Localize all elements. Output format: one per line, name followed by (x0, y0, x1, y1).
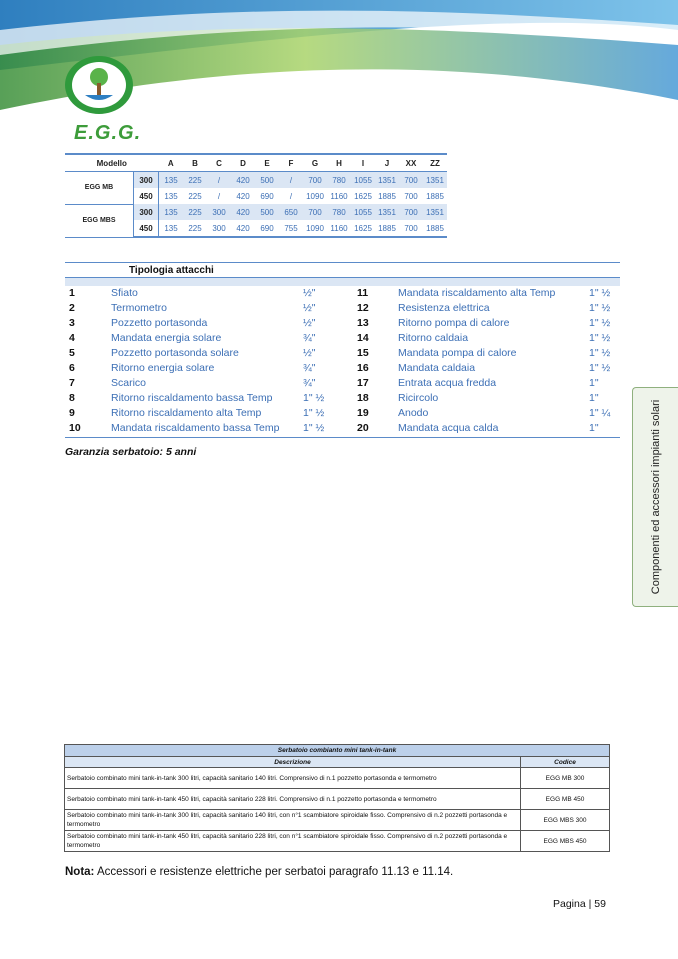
connection-name: Mandata pompa di calore (398, 347, 517, 359)
value-cell: 780 (327, 172, 351, 189)
value-cell: 1090 (306, 191, 324, 201)
connections-header (65, 262, 620, 277)
value-cell: 1351 (375, 204, 399, 220)
value-cell: 135 (159, 220, 184, 237)
connection-size: ½" (303, 287, 316, 299)
value-cell: 500 (255, 172, 279, 189)
header-cell: XX (399, 154, 423, 172)
connection-size: 1" ½ (303, 407, 325, 419)
connection-row (65, 302, 620, 317)
value-cell: 225 (183, 172, 207, 189)
connection-name: Ritorno energia solare (111, 362, 215, 374)
model-cell: EGG MBS (65, 204, 134, 237)
value-cell: 1160 (327, 220, 351, 237)
value-cell: 700 (399, 172, 423, 189)
header-cell: I (351, 154, 375, 172)
value-cell: 500 (255, 204, 279, 220)
note-label: Nota: (65, 866, 95, 878)
connection-size: 1" ¼ (589, 407, 611, 419)
table-row (65, 810, 610, 831)
connections-divider (65, 437, 620, 438)
header-cell: E (255, 154, 279, 172)
connection-size: 1" ½ (589, 332, 611, 344)
value-cell: 135 (159, 172, 184, 189)
table-header-row (65, 154, 447, 172)
value-cell: / (217, 191, 221, 201)
connection-row (65, 317, 620, 332)
col-header-code: Codice (521, 757, 610, 768)
value-cell: 700 (303, 204, 327, 220)
value-cell: 1625 (351, 220, 375, 237)
connections-title: Tipologia attacchi (129, 265, 214, 276)
header-cell: C (207, 154, 231, 172)
value-cell: / (279, 172, 303, 189)
side-tab-label: Componenti ed accessori impianti solari (650, 399, 662, 595)
product-description: Serbatoio combinato mini tank-in-tank 300 litri, capacità sanitario 140 litri, con n°1 scambiatore spiroidale fisso. Comprensivo di n.2 pozzetti portasonda e termometro (65, 810, 521, 831)
connections-list (65, 287, 620, 437)
note-text: Accessori e resistenze elettriche per serbatoi paragrafo 11.13 e 11.14. (94, 866, 454, 878)
connection-row (65, 377, 620, 392)
connections-header-band (65, 277, 620, 286)
connection-number: 17 (357, 377, 369, 389)
product-table (64, 744, 610, 852)
value-cell: 690 (255, 220, 279, 237)
connection-number: 12 (357, 302, 369, 314)
value-cell: 420 (231, 220, 255, 237)
connection-name: Mandata riscaldamento alta Temp (398, 287, 556, 299)
connection-number: 10 (69, 422, 81, 434)
section-side-tab (632, 387, 678, 607)
value-cell: 700 (399, 220, 423, 237)
connection-size: ¾" (303, 332, 316, 344)
connection-name: Ritorno riscaldamento bassa Temp (111, 392, 273, 404)
value-cell: 300 (207, 220, 231, 237)
header-cell: A (159, 154, 184, 172)
connection-size: 1" ½ (589, 317, 611, 329)
product-code: EGG MB 450 (521, 789, 610, 810)
header-cell: G (303, 154, 327, 172)
connection-size: ¾" (303, 377, 316, 389)
connection-number: 16 (357, 362, 369, 374)
connection-number: 20 (357, 422, 369, 434)
header-cell: ZZ (423, 154, 447, 172)
value-cell: 1055 (351, 172, 375, 189)
connection-number: 7 (69, 377, 75, 389)
value-cell: 1885 (375, 220, 399, 237)
product-description: Serbatoio combinato mini tank-in-tank 450 litri, capacità sanitario 228 litri. Comprensivo di n.1 pozzetto portasonda e termometro (65, 789, 521, 810)
connection-name: Mandata caldaia (398, 362, 476, 374)
value-cell: 1351 (375, 172, 399, 189)
value-cell: 1055 (351, 204, 375, 220)
connection-number: 18 (357, 392, 369, 404)
value-cell: 1351 (423, 172, 447, 189)
value-cell: 650 (279, 204, 303, 220)
connection-name: Entrata acqua fredda (398, 377, 497, 389)
connection-number: 2 (69, 302, 75, 314)
connection-size: ½" (303, 347, 316, 359)
size-cell: 450 (134, 188, 159, 204)
connection-size: 1" (589, 422, 599, 434)
col-header-description: Descrizione (65, 757, 521, 768)
connection-name: Ricircolo (398, 392, 439, 404)
size-cell: 300 (134, 204, 159, 220)
note (65, 866, 453, 878)
product-table-caption: Serbatoio combianto mini tank-in-tank (65, 745, 610, 757)
connection-number: 15 (357, 347, 369, 359)
connection-number: 1 (69, 287, 75, 299)
connection-row (65, 422, 620, 437)
connection-row (65, 407, 620, 422)
connection-number: 6 (69, 362, 75, 374)
value-cell: 700 (303, 172, 327, 189)
connection-name: Pozzetto portasonda solare (111, 347, 239, 359)
header-modello: Modello (65, 154, 159, 172)
table-row (65, 789, 610, 810)
connection-name: Resistenza elettrica (398, 302, 490, 314)
value-cell: 1090 (303, 220, 327, 237)
connection-number: 8 (69, 392, 75, 404)
table-row (65, 831, 610, 852)
warranty-text: Garanzia serbatoio: 5 anni (65, 446, 197, 458)
product-code: EGG MBS 300 (521, 810, 610, 831)
value-cell: 1885 (378, 191, 396, 201)
connection-name: Ritorno caldaia (398, 332, 469, 344)
connection-size: 1" ½ (589, 287, 611, 299)
dimensions-table (65, 153, 447, 238)
product-code: EGG MBS 450 (521, 831, 610, 852)
value-cell: 135 (164, 191, 178, 201)
value-cell: 700 (399, 204, 423, 220)
connection-size: 1" ½ (303, 422, 325, 434)
connection-size: 1" (589, 377, 599, 389)
connection-name: Sfiato (111, 287, 138, 299)
connection-name: Ritorno riscaldamento alta Temp (111, 407, 262, 419)
product-description: Serbatoio combinato mini tank-in-tank 450 litri, capacità sanitario 228 litri, con n°1 scambiatore spiroidale fisso. Comprensivo di n.2 pozzetti portasonda e termometro (65, 831, 521, 852)
product-code: EGG MB 300 (521, 768, 610, 789)
connection-number: 5 (69, 347, 75, 359)
size-cell: 450 (134, 220, 159, 237)
connection-number: 11 (357, 287, 369, 299)
connection-name: Anodo (398, 407, 429, 419)
header-cell: B (183, 154, 207, 172)
value-cell: / (207, 172, 231, 189)
connection-name: Termometro (111, 302, 168, 314)
connection-size: 1" (589, 392, 599, 404)
connection-size: 1" ½ (303, 392, 325, 404)
connection-number: 14 (357, 332, 369, 344)
value-cell: 225 (183, 220, 207, 237)
connection-size: 1" ½ (589, 362, 611, 374)
value-cell: 420 (231, 204, 255, 220)
table-row (65, 204, 447, 220)
value-cell: 755 (279, 220, 303, 237)
connection-name: Scarico (111, 377, 147, 389)
header-cell: J (375, 154, 399, 172)
value-cell: 1625 (354, 191, 372, 201)
connection-name: Mandata energia solare (111, 332, 222, 344)
model-cell: EGG MB (65, 172, 134, 205)
logo-text: E.G.G. (74, 122, 142, 144)
connection-name: Ritorno pompa di calore (398, 317, 510, 329)
connection-size: ¾" (303, 362, 316, 374)
table-row (65, 172, 447, 189)
product-description: Serbatoio combinato mini tank-in-tank 300 litri, capacità sanitario 140 litri. Comprensivo di n.1 pozzetto portasonda e termometro (65, 768, 521, 789)
connection-row (65, 392, 620, 407)
connection-row (65, 347, 620, 362)
value-cell: 135 (159, 204, 184, 220)
connection-row (65, 287, 620, 302)
connection-number: 13 (357, 317, 369, 329)
value-cell: 1351 (423, 204, 447, 220)
value-cell: 300 (207, 204, 231, 220)
connection-number: 4 (69, 332, 75, 344)
value-cell: 1885 (426, 191, 444, 201)
value-cell: 1885 (423, 220, 447, 237)
connection-row (65, 332, 620, 347)
value-cell: 225 (188, 191, 202, 201)
header-cell: F (279, 154, 303, 172)
table-row (65, 768, 610, 789)
value-cell: 780 (327, 204, 351, 220)
connection-size: 1" ½ (589, 347, 611, 359)
connection-name: Mandata riscaldamento bassa Temp (111, 422, 280, 434)
value-cell: 420 (231, 172, 255, 189)
connection-size: ½" (303, 302, 316, 314)
connection-name: Mandata acqua calda (398, 422, 499, 434)
header-cell: H (327, 154, 351, 172)
value-cell: 225 (183, 204, 207, 220)
egg-logo (63, 55, 135, 115)
connection-size: ½" (303, 317, 316, 329)
value-cell: 1160 (330, 191, 348, 201)
value-cell: 690 (260, 191, 274, 201)
value-cell: 420 (236, 191, 250, 201)
connection-number: 19 (357, 407, 369, 419)
connection-number: 9 (69, 407, 75, 419)
connection-size: 1" ½ (589, 302, 611, 314)
page-number: Pagina | 59 (553, 898, 606, 910)
connection-number: 3 (69, 317, 75, 329)
connection-row (65, 362, 620, 377)
value-cell: / (289, 191, 293, 201)
connection-name: Pozzetto portasonda (111, 317, 208, 329)
header-cell: D (231, 154, 255, 172)
value-cell: 700 (404, 191, 418, 201)
size-cell: 300 (134, 172, 159, 189)
